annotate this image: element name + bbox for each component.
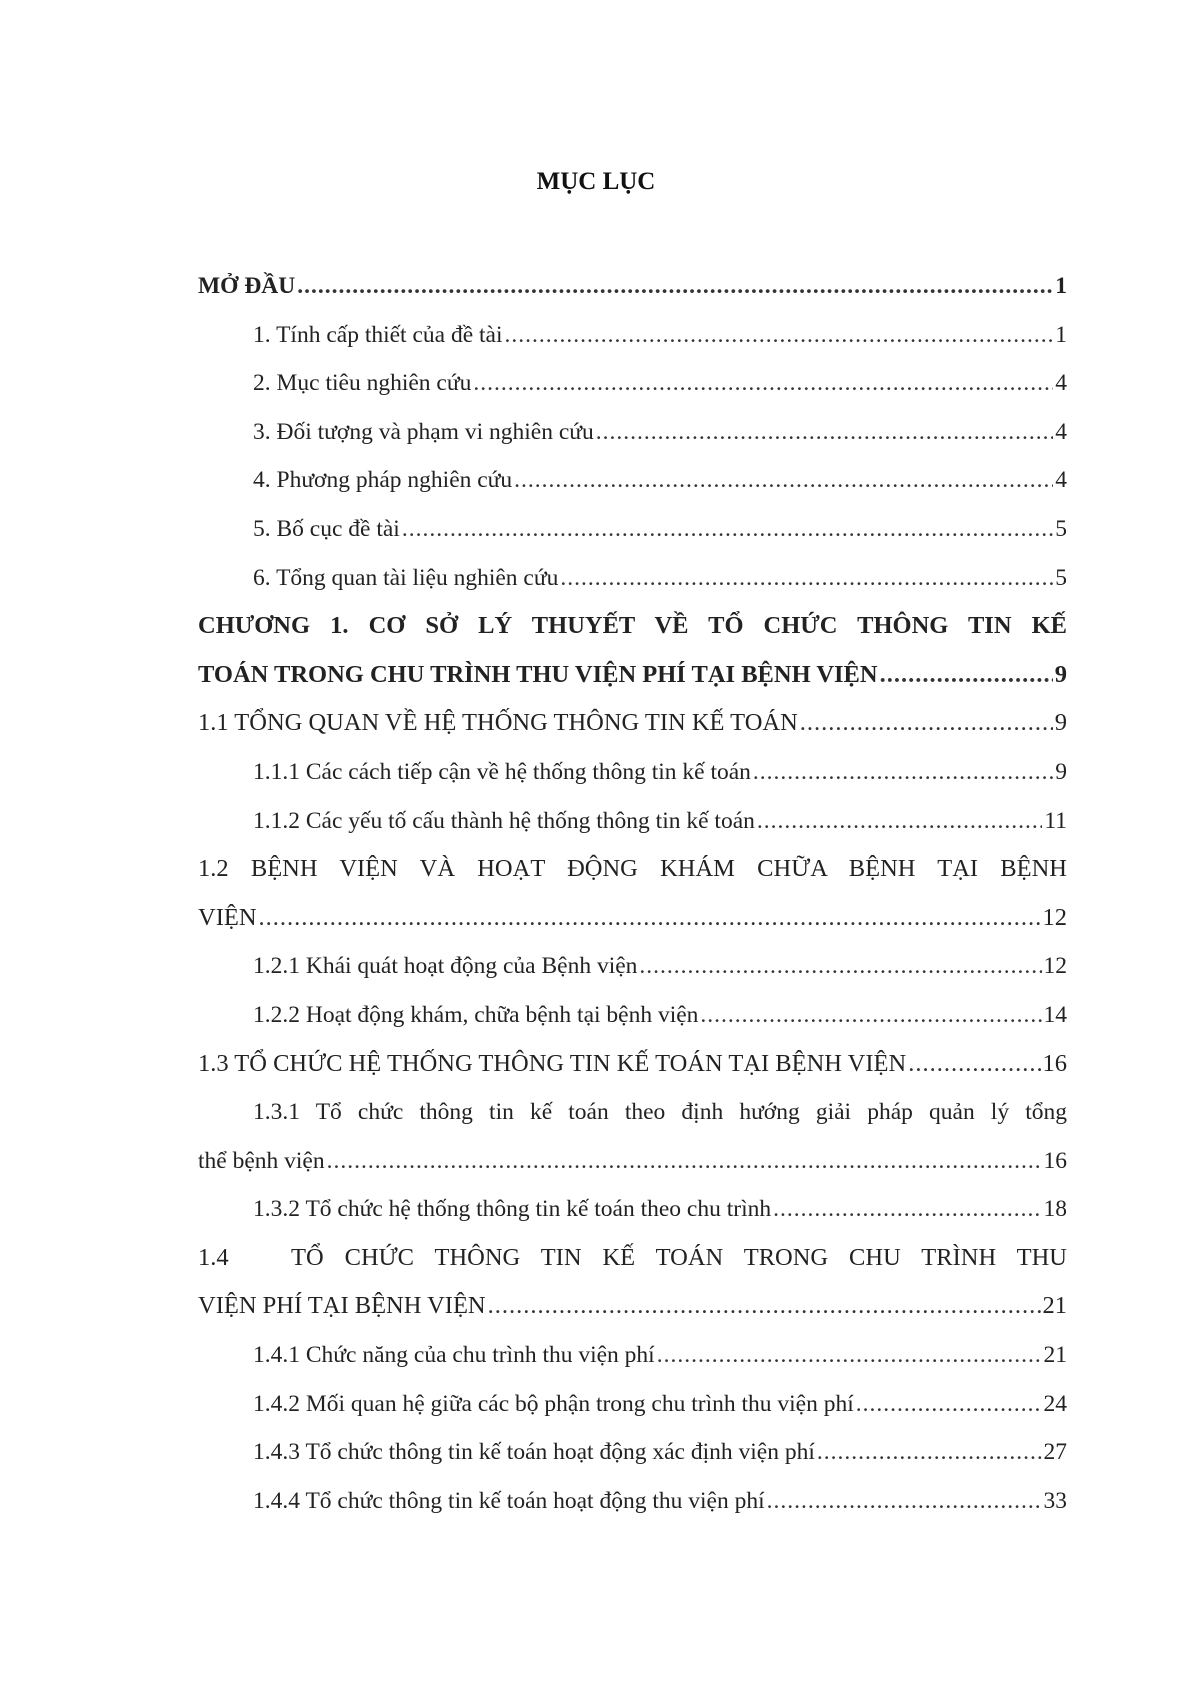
toc-chapter-1-line-1[interactable]: CHƯƠNG 1. CƠ SỞ LÝ THUYẾT VỀ TỔ CHỨC THÔNG TIN KẾ [198,612,1067,640]
toc-entry-page: 9 [1054,709,1067,737]
toc-entry-page: 12 [1042,903,1067,931]
dot-leader [800,699,1053,748]
dot-leader [297,262,1053,311]
toc-entry-label: 4. Phương pháp nghiên cứu [253,467,513,494]
toc-entry-page: 16 [1042,1049,1067,1077]
toc-entry-page: 27 [1043,1439,1067,1466]
toc-entry-label: VIỆN [198,903,257,931]
dot-leader [757,797,1042,846]
toc-entry[interactable] [198,359,1067,408]
toc-entry-label: 1.4.3 Tổ chức thông tin kế toán hoạt động xác định viện phí [253,1439,815,1466]
dot-leader [767,1477,1042,1526]
toc-entry-page: 4 [1055,418,1067,445]
toc-chapter-1[interactable] [198,651,1067,700]
dot-leader [908,1040,1040,1089]
dot-leader [259,894,1041,943]
toc-entry[interactable] [198,408,1067,457]
toc-entry-page: 9 [1054,660,1067,688]
toc-entry-label: 1.1.1 Các cách tiếp cận về hệ thống thông tin kế toán [253,758,751,785]
toc-entry[interactable] [198,942,1067,991]
dot-leader [473,359,1053,408]
toc-entry-page: 5 [1055,564,1067,591]
toc-entry-label: 1.2.2 Hoạt động khám, chữa bệnh tại bệnh viện [253,1001,699,1028]
toc-entry[interactable] [198,554,1067,603]
dot-leader [880,651,1053,700]
toc-entry-label: 1.3.2 Tổ chức hệ thống thông tin kế toán theo chu trình [253,1196,772,1223]
toc-entry-label: 3. Đối tượng và phạm vi nghiên cứu [253,418,594,445]
toc-section-1-4[interactable] [198,1282,1067,1331]
dot-leader [560,554,1053,603]
toc-entry-1-3-1[interactable] [198,1137,1067,1186]
toc-entry-label: 1.1.2 Các yếu tố cấu thành hệ thống thông tin kế toán [253,807,755,834]
dot-leader [327,1137,1042,1186]
dot-leader [514,456,1053,505]
toc-entry[interactable] [198,991,1067,1040]
toc-entry-page: 1 [1055,273,1067,299]
toc-section-1-1[interactable] [198,699,1067,748]
toc-entry-1-3-1-line-1[interactable]: 1.3.1 Tổ chức thông tin kế toán theo định hướng giải pháp quản lý tổng [253,1099,1067,1126]
toc-entry-page: 4 [1055,467,1067,494]
toc-entry[interactable] [198,1477,1067,1526]
toc-entry-page: 18 [1043,1196,1067,1223]
dot-leader [817,1428,1042,1477]
toc-entry[interactable] [198,1185,1067,1234]
toc-section-1-2[interactable] [198,894,1067,943]
dot-leader [753,748,1053,797]
page-title: MỤC LỤC [536,168,656,195]
toc-entry-label: TOÁN TRONG CHU TRÌNH THU VIỆN PHÍ TẠI BỆNH VIỆN [198,660,878,688]
toc-entry-page: 5 [1055,515,1067,542]
dot-leader [488,1282,1041,1331]
dot-leader [639,942,1041,991]
dot-leader [657,1331,1042,1380]
toc-entry-label: 2. Mục tiêu nghiên cứu [253,370,472,397]
toc-entry-label: thể bệnh viện [198,1147,325,1174]
toc-entry-page: 24 [1043,1390,1067,1417]
toc-entry-label: VIỆN PHÍ TẠI BỆNH VIỆN [198,1292,486,1320]
toc-entry-page: 21 [1042,1292,1067,1320]
toc-entry[interactable] [198,311,1067,360]
toc-entry-mo-dau[interactable] [198,262,1067,311]
toc-entry[interactable] [198,1428,1067,1477]
toc-entry-label: 1.4.2 Mối quan hệ giữa các bộ phận trong chu trình thu viện phí [253,1390,854,1417]
dot-leader [700,991,1041,1040]
toc-entry-page: 9 [1055,758,1067,785]
toc-entry-page: 16 [1043,1147,1067,1174]
toc-entry[interactable] [198,456,1067,505]
toc-entry-label: 5. Bố cục đề tài [253,515,400,542]
table-of-contents [198,262,1067,1525]
toc-entry[interactable] [198,748,1067,797]
toc-section-1-2-line-1[interactable]: 1.2 BỆNH VIỆN VÀ HOẠT ĐỘNG KHÁM CHỮA BỆNH TẠI BỆNH [198,855,1067,883]
toc-entry-page: 33 [1043,1487,1067,1514]
toc-entry[interactable] [198,1380,1067,1429]
toc-entry-label: MỞ ĐẦU [198,273,296,299]
toc-entry-page: 11 [1044,807,1067,834]
toc-section-1-4-line-1[interactable]: 1.4 TỔ CHỨC THÔNG TIN KẾ TOÁN TRONG CHU TRÌNH THU [198,1243,1067,1271]
dot-leader [505,311,1054,360]
toc-entry-label: 1. Tính cấp thiết của đề tài [253,321,503,348]
toc-entry-label: 1.2.1 Khái quát hoạt động của Bệnh viện [253,953,638,980]
toc-entry-page: 21 [1043,1342,1067,1369]
toc-entry-label: 1.3 TỔ CHỨC HỆ THỐNG THÔNG TIN KẾ TOÁN TẠI BỆNH VIỆN [198,1049,907,1077]
toc-entry[interactable] [198,1331,1067,1380]
toc-section-1-3[interactable] [198,1040,1067,1089]
toc-entry[interactable] [198,797,1067,846]
dot-leader [402,505,1053,554]
toc-entry-label: 6. Tổng quan tài liệu nghiên cứu [253,564,559,591]
toc-entry-page: 1 [1055,321,1067,348]
toc-entry-label: 1.4.1 Chức năng của chu trình thu viện phí [253,1342,655,1369]
toc-entry-page: 4 [1055,370,1067,397]
dot-leader [596,408,1054,457]
dot-leader [856,1380,1042,1429]
toc-entry[interactable] [198,505,1067,554]
dot-leader [773,1185,1041,1234]
toc-entry-label: 1.1 TỔNG QUAN VỀ HỆ THỐNG THÔNG TIN KẾ TOÁN [198,709,798,737]
toc-entry-page: 14 [1043,1001,1067,1028]
toc-entry-page: 12 [1043,953,1067,980]
toc-entry-label: 1.4.4 Tổ chức thông tin kế toán hoạt động thu viện phí [253,1487,765,1514]
